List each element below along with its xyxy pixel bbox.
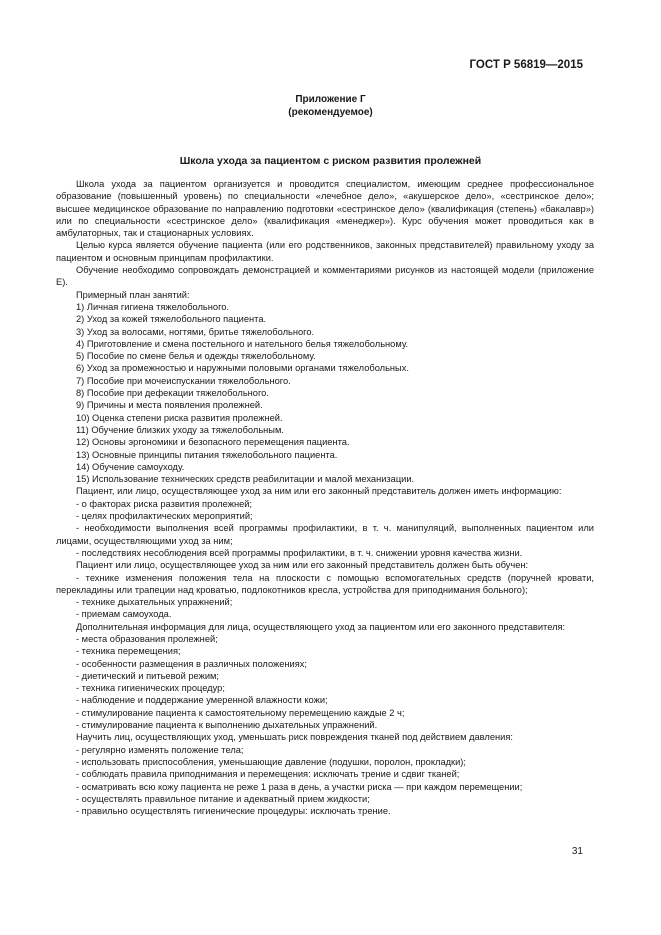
list-item: - особенности размещения в различных положениях; — [76, 658, 308, 669]
paragraph: Целью курса является обучение пациента (или его родственников, законных представителей) правильному уходу за пациентом и основным принципам профилактики. — [56, 240, 594, 263]
paragraph: Дополнительная информация для лица, осуществляющего уход за пациентом или его законного представителя: — [76, 621, 566, 632]
appendix-heading — [0, 93, 661, 119]
list-item: - последствиях несоблюдения всей программы профилактики, в т. ч. снижении уровня качества жизни. — [76, 547, 523, 558]
list-item: - соблюдать правила приподнимания и перемещения: исключать трение и сдвиг тканей; — [76, 769, 460, 780]
list-item: 5) Пособие по смене белья и одежды тяжелобольному. — [76, 351, 316, 362]
paragraph: Школа ухода за пациентом организуется и проводится специалистом, имеющим среднее профессиональное образование (повышенный уровень) по специальности «лечебное дело», «акушерское дело», «сестринское дело»; высшее медицинское образование по направлению подготовки «сестринское дело» (квалификация (степень) «бакалавр») или по специальности «сестринское дело» (квалификация «менеджер»). Курс обучения может проводиться как в амбулаторных, так и стационарных условиях. — [56, 179, 594, 239]
list-item: - использовать приспособления, уменьшающие давление (подушки, поролон, прокладки); — [76, 756, 466, 767]
list-item: 6) Уход за промежностью и наружными половыми органами тяжелобольных. — [76, 363, 409, 374]
list-item: - диетический и питьевой режим; — [76, 670, 219, 681]
list-item: 2) Уход за кожей тяжелобольного пациента. — [76, 314, 267, 325]
list-item: - места образования пролежней; — [76, 633, 218, 644]
list-item: - техника перемещения; — [76, 646, 181, 657]
list-item: - стимулирование пациента к самостоятельному перемещению каждые 2 ч; — [76, 707, 405, 718]
list-item: - осуществлять правильное питание и адекватный прием жидкости; — [76, 793, 370, 804]
list-item: - целях профилактических мероприятий; — [76, 511, 253, 522]
list-item: 13) Основные принципы питания тяжелобольного пациента. — [76, 449, 338, 460]
appendix-subtitle: (рекомендуемое) — [288, 107, 373, 118]
list-item: 12) Основы эргономики и безопасного перемещения пациента. — [76, 437, 350, 448]
paragraph: Пациент или лицо, осуществляющее уход за ним или его законный представитель должен быть обучен: — [76, 560, 529, 571]
list-item: - техника гигиенических процедур; — [76, 683, 225, 694]
list-item: 15) Использование технических средств реабилитации и малой механизации. — [76, 474, 415, 485]
document-body — [56, 178, 594, 817]
list-item: 1) Личная гигиена тяжелобольного. — [76, 301, 230, 312]
paragraph: Пациент, или лицо, осуществляющее уход за ним или его законный представитель должен иметь информацию: — [76, 486, 562, 497]
list-item: - правильно осуществлять гигиенические процедуры: исключать трение. — [76, 806, 391, 817]
list-item: - осматривать всю кожу пациента не реже 1 раза в день, а участки риска — при каждом перемещении; — [76, 781, 523, 792]
lesson-plan-list — [56, 301, 594, 485]
paragraph: Примерный план занятий: — [76, 289, 190, 300]
list-item: 9) Причины и места появления пролежней. — [76, 400, 263, 411]
list-item: 7) Пособие при мочеиспускании тяжелобольного. — [76, 375, 291, 386]
standard-header: ГОСТ Р 56819—2015 — [469, 59, 583, 71]
list-item: 3) Уход за волосами, ногтями, бритье тяжелобольного. — [76, 326, 315, 337]
list-item: - технике дыхательных упражнений; — [76, 597, 233, 608]
page-number: 31 — [571, 846, 583, 857]
list-item: 4) Приготовление и смена постельного и нательного белья тяжелобольному. — [76, 338, 409, 349]
paragraph: Научить лиц, осуществляющих уход, уменьшать риск повреждения тканей под действием давления: — [76, 732, 513, 743]
list-item: - стимулирование пациента к выполнению дыхательных упражнений. — [76, 720, 378, 731]
appendix-title: Приложение Г — [295, 94, 366, 105]
list-item: - о факторах риска развития пролежней; — [76, 498, 253, 509]
list-item: 14) Обучение самоуходу. — [76, 461, 185, 472]
list-item: 8) Пособие при дефекации тяжелобольного. — [76, 388, 269, 399]
list-item: - приемам самоухода. — [76, 609, 172, 620]
list-item: - наблюдение и поддержание умеренной влажности кожи; — [76, 695, 328, 706]
list-item: - регулярно изменять положение тела; — [76, 744, 244, 755]
list-item: 11) Обучение близких уходу за тяжелобольным. — [76, 424, 284, 435]
section-title: Школа ухода за пациентом с риском развития пролежней — [179, 155, 482, 167]
list-item: - необходимости выполнения всей программы профилактики, в т. ч. манипуляций, выполненных пациентом или лицами, осуществляющими уход за ним; — [56, 523, 594, 546]
list-item: - технике изменения положения тела на плоскости с помощью вспомогательных средств (поручней кровати, перекладины или трапеции над кроватью, подлокотников кресла, устройства для приподнимания больного); — [56, 572, 594, 595]
paragraph: Обучение необходимо сопровождать демонстрацией и комментариями рисунков из настоящей модели (приложение Е). — [56, 265, 594, 288]
list-item: 10) Оценка степени риска развития пролежней. — [76, 412, 283, 423]
